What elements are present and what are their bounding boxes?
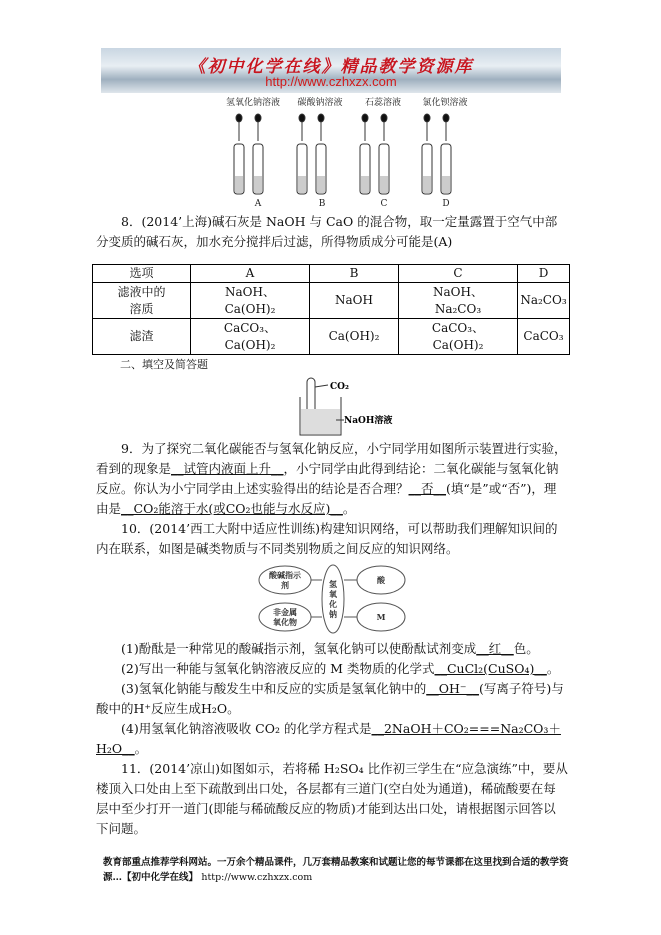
node-m: M [376,612,386,622]
answer: __OH⁻__ [426,681,479,696]
tube-label-c: C [380,199,388,209]
banner-title: 《初中化学在线》精品教学资源库 [188,57,474,77]
table-cell: Ca(OH)₂ [310,319,399,355]
text: (1)酚酞是一种常见的酸碱指示剂，氢氧化钠可以使酚酞试剂变成 [121,641,477,656]
answer: __否__ [408,481,447,496]
answer: __红__ [476,641,514,656]
table-row [93,319,570,355]
label-litmus: 石蕊溶液 [364,98,402,108]
text: (4)用氢氧化钠溶液吸收 CO₂ 的化学方程式是 [121,721,372,736]
question-10-1 [96,639,568,659]
node-nonmetal-oxide: 非金属氧化物 [273,607,297,627]
tube-label-d: D [442,199,450,209]
label-bacl2: 氯化钡溶液 [422,98,468,108]
text: 。 [134,741,148,756]
table-header: A [191,265,310,283]
node-acid: 酸 [377,575,385,585]
node-indicator: 酸碱指示剂 [269,570,301,590]
footer-text: 教育部重点推荐学科网站。一万余个精品课件，几万套精品教案和试题让您的每节课都在这里找到合适的教学资源…【初中化学在线】 [103,857,569,883]
question-10-3 [96,679,568,719]
text: ，小宁同学由此得到结论：二氧化碳能与氢氧化钠反应。你认为小宁同学由上述实验得出的结论是否合理？ [96,461,559,496]
tubes [234,114,451,194]
text: (写离子符号)与酸中的H⁺反应生成H₂O。 [96,681,564,716]
node-naoh: 氢氧化钠 [329,579,337,619]
table-cell: NaOH、Ca(OH)₂ [191,283,310,319]
text: 色。 [513,641,539,656]
question-8: 8．(2014’上海)碱石灰是 NaOH 与 CaO 的混合物，取一定量露置于空气中部分变质的碱石灰，加水充分搅拌后过滤，所得物质成分可能是(A) [96,214,558,249]
table-row [93,283,570,319]
test-tubes-figure [212,96,478,211]
question-10-2 [96,659,568,679]
question-10: 10．(2014’西工大附中适应性训练)构建知识网络，可以帮助我们理解知识间的内在联系，如图是碱类物质与不同类别物质之间反应的知识网络。 [96,521,558,556]
answer: __2NaOH＋CO₂===Na₂CO₃＋H₂O__ [96,721,561,756]
footer [103,855,573,885]
answer: __CuCl₂(CuSO₄)__ [434,661,547,676]
table-header: D [518,265,570,283]
table-cell: CaCO₃、Ca(OH)₂ [399,319,518,355]
text: 。 [342,501,356,516]
co2-label: CO₂ [330,382,349,392]
question-9 [96,439,568,519]
table-header: 选项 [93,265,191,283]
table-cell: Na₂CO₃ [518,283,570,319]
beaker-figure [296,375,416,439]
text: (2)写出一种能与氢氧化钠溶液反应的 M 类物质的化学式 [121,661,435,676]
text: 9．为了探究二氧化碳能否与氢氧化钠反应，小宁同学用如图所示装置进行实验，看到的现象是 [96,441,567,476]
answer: __试管内液面上升__ [171,461,284,476]
site-banner [101,48,561,93]
footer-link[interactable]: http://www.czhxzx.com [201,872,313,883]
table-cell: CaCO₃、Ca(OH)₂ [191,319,310,355]
knowledge-network-figure [257,563,407,635]
table-header: C [399,265,518,283]
tube-label-a: A [254,199,262,209]
label-na2co3: 碳酸钠溶液 [297,98,343,108]
answer: __CO₂能溶于水(或CO₂也能与水反应)__ [121,501,343,516]
question-10-4 [96,719,568,759]
tube-label-b: B [318,199,326,209]
banner-url[interactable]: http://www.czhxzx.com [265,74,397,89]
label-naoh: 氢氧化钠溶液 [225,98,281,108]
row-label: 滤渣 [93,319,191,355]
text: 。 [546,661,560,676]
question-11: 11．(2014’凉山)如图如示，若将稀 H₂SO₄ 比作初三学生在“应急演练”中，要从楼顶入口处由上至下疏散到出口处，各层都有三道门(空白处为通道)，稀硫酸要在每层中至少打开一道门(即能与稀硫酸反应的物质)才能到达出口处，请根据图示回答以下问题。 [96,761,568,836]
section-heading: 二、填空及简答题 [120,358,208,371]
naoh-label: NaOH溶液 [344,416,393,426]
row-label: 滤液中的溶质 [93,283,191,319]
options-table [92,264,570,355]
table-cell: NaOH、Na₂CO₃ [399,283,518,319]
text: (3)氢氧化钠能与酸发生中和反应的实质是氢氧化钠中的 [121,681,427,696]
text: (填“是”或“否”)，理由是 [96,481,557,516]
content-column [96,212,568,839]
table-header: B [310,265,399,283]
table-cell: CaCO₃ [518,319,570,355]
table-cell: NaOH [310,283,399,319]
